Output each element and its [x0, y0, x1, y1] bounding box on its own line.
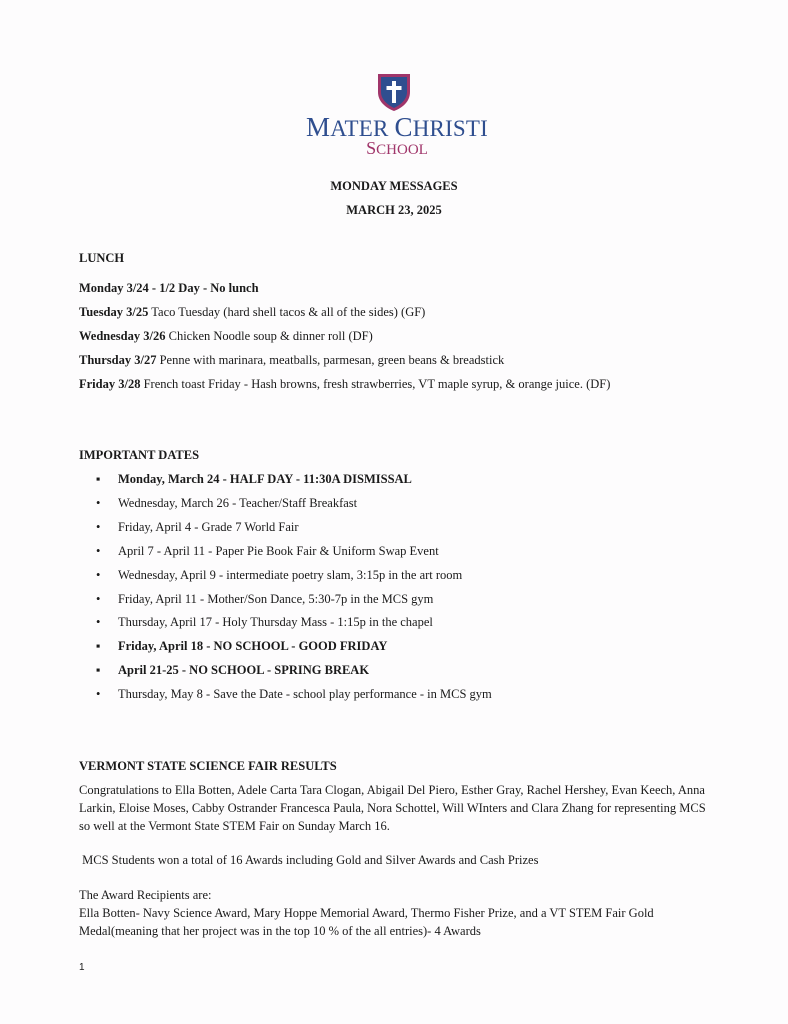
lunch-day: Friday 3/28 [79, 377, 141, 391]
list-item [96, 592, 433, 607]
list-item [96, 544, 439, 559]
lunch-day: Wednesday 3/26 [79, 329, 166, 343]
lunch-row [79, 377, 610, 392]
lunch-row [79, 329, 373, 344]
bullet-icon: • [96, 687, 101, 701]
lunch-menu: French toast Friday - Hash browns, fresh strawberries, VT maple syrup, & orange juice. (DF) [140, 377, 611, 391]
lunch-row [79, 305, 425, 320]
bullet-icon: • [96, 544, 101, 558]
list-item [96, 520, 299, 535]
page-number: 1 [79, 962, 85, 973]
lunch-menu: Taco Tuesday (hard shell tacos & all of the sides) (GF) [148, 305, 426, 319]
bullet-icon: ▪ [96, 639, 101, 653]
date-text: April 21-25 - NO SCHOOL - SPRING BREAK [118, 663, 370, 677]
award-recipient: Ella Botten- Navy Science Award, Mary Hoppe Memorial Award, Thermo Fisher Prize, and a VT STEM Fair Gold Medal(meaning that her project was in the top 10 % of the all entries)- 4 Awards [79, 906, 654, 938]
bullet-icon: • [96, 496, 101, 510]
award-intro: The Award Recipients are: [79, 888, 212, 902]
date-text: Friday, April 4 - Grade 7 World Fair [118, 520, 299, 534]
lunch-day: Monday 3/24 - 1/2 Day - No lunch [79, 281, 259, 295]
date-text: Wednesday, March 26 - Teacher/Staff Breakfast [118, 496, 358, 510]
brand-name: MATER CHRISTI [305, 112, 488, 142]
school-logo [0, 72, 788, 158]
dates-heading: IMPORTANT DATES [79, 448, 200, 462]
list-item [96, 663, 369, 678]
list-item [96, 568, 462, 583]
bullet-icon: • [96, 520, 101, 534]
lunch-menu: Chicken Noodle soup & dinner roll (DF) [165, 329, 373, 343]
lunch-day: Tuesday 3/25 [79, 305, 149, 319]
brand-subtitle: SCHOOL [366, 138, 428, 158]
list-item [96, 687, 492, 702]
lunch-menu: Penne with marinara, meatballs, parmesan, green beans & breadstick [156, 353, 505, 367]
bullet-icon: • [96, 568, 101, 582]
page-title: MONDAY MESSAGES [330, 179, 458, 193]
science-heading: VERMONT STATE SCIENCE FAIR RESULTS [79, 759, 337, 773]
list-item [96, 472, 412, 487]
lunch-row [79, 281, 259, 296]
page-date: MARCH 23, 2025 [346, 203, 442, 217]
date-text: Friday, April 11 - Mother/Son Dance, 5:30-7p in the MCS gym [118, 592, 434, 606]
date-text: Thursday, April 17 - Holy Thursday Mass - 1:15p in the chapel [118, 615, 433, 629]
bullet-icon: ▪ [96, 663, 101, 677]
list-item [96, 615, 433, 630]
science-congrats: Congratulations to Ella Botten, Adele Carta Tara Clogan, Abigail Del Piero, Esther Gray, Rachel Hershey, Evan Keech, Anna Larkin, Eloise Moses, Cabby Ostrander Francesca Paula, Nora Schottel, Will WInters and Clara Zhang for representing MCS so well at the Vermont State STEM Fair on Sunday March 16. [79, 783, 706, 833]
bullet-icon: • [96, 592, 101, 606]
date-text: Wednesday, April 9 - intermediate poetry slam, 3:15p in the art room [118, 568, 463, 582]
science-summary: MCS Students won a total of 16 Awards including Gold and Silver Awards and Cash Prizes [79, 853, 539, 867]
lunch-row [79, 353, 504, 368]
date-text: Thursday, May 8 - Save the Date - school play performance - in MCS gym [118, 687, 492, 701]
bullet-icon: • [96, 615, 101, 629]
list-item [96, 496, 357, 511]
lunch-day: Thursday 3/27 [79, 353, 157, 367]
lunch-heading: LUNCH [79, 251, 125, 265]
date-text: Monday, March 24 - HALF DAY - 11:30A DISMISSAL [118, 472, 412, 486]
date-text: April 7 - April 11 - Paper Pie Book Fair & Uniform Swap Event [118, 544, 439, 558]
shield-cross-icon [376, 72, 412, 112]
bullet-icon: ▪ [96, 472, 101, 486]
date-text: Friday, April 18 - NO SCHOOL - GOOD FRIDAY [118, 639, 388, 653]
list-item [96, 639, 387, 654]
